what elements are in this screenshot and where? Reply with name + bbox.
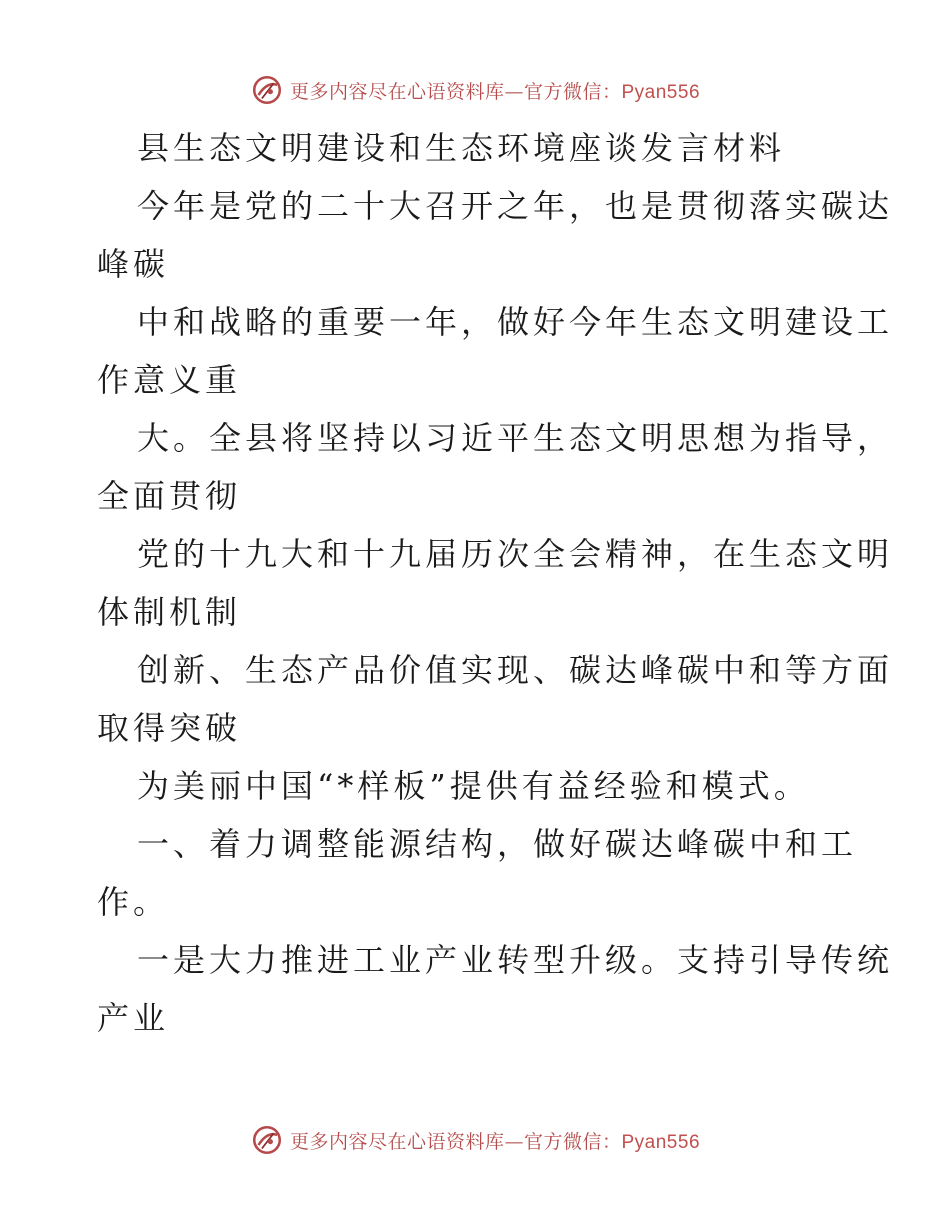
paragraph-line: 今年是党的二十大召开之年，也是贯彻落实碳达 [137,187,894,225]
watermark-prefix: 官方微信： [523,1130,622,1153]
watermark-dash: — [504,80,524,103]
watermark-site-name: 更多内容尽在心语资料库 [289,1130,505,1153]
section-heading: 一、着力调整能源结构，做好碳达峰碳中和工 [137,825,858,863]
paragraph-line: 创新、生态产品价值实现、碳达峰碳中和等方面 [137,651,894,689]
paragraph-line: 一是大力推进工业产业转型升级。支持引导传统 [137,941,894,979]
paragraph-line: 产业 [97,999,170,1037]
paragraph-line: 峰碳 [97,245,170,283]
watermark-site-name: 更多内容尽在心语资料库 [289,80,505,103]
watermark-dash: — [504,1130,524,1153]
document-title: 县生态文明建设和生态环境座谈发言材料 [137,129,786,167]
paragraph-line: 党的十九大和十九届历次全会精神，在生态文明 [137,535,894,573]
paragraph-line: 作意义重 [97,361,242,399]
watermark-account: Pyan556 [621,81,701,103]
paragraph-line: 中和战略的重要一年，做好今年生态文明建设工 [137,303,894,341]
red-swirl-logo-icon [250,1123,284,1157]
watermark-account: Pyan556 [621,1131,701,1153]
watermark-footer [0,1120,950,1160]
paragraph-line: 作。 [97,883,170,921]
watermark-text [290,1127,700,1154]
paragraph-line: 全面贯彻 [97,477,242,515]
paragraph-line: 大。全县将坚持以习近平生态文明思想为指导， [137,419,894,457]
watermark-prefix: 官方微信： [523,80,622,103]
paragraph-line: 体制机制 [97,593,242,631]
paragraph-line: 为美丽中国“*样板”提供有益经验和模式。 [137,767,810,805]
paragraph-line: 取得突破 [97,709,242,747]
